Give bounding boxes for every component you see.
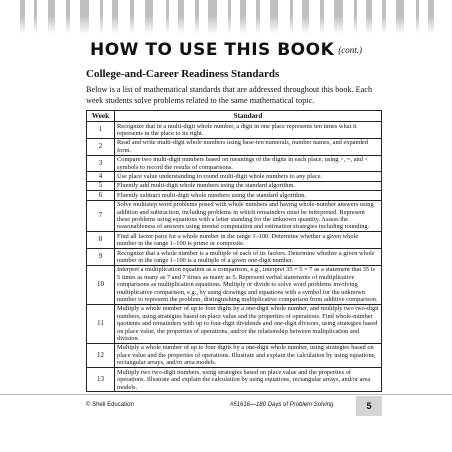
table-row — [87, 181, 382, 190]
standard-cell: Solve multistep word problems posed with whole numbers and having whole-number answers using addition and subtraction, including problems in which remainders must be interpreted. Represent these problems using equations with a letter standing for the unknown quantity. Assess the reasonableness of answers using mental computation and estimation strategies including rounding. — [115, 200, 382, 232]
week-cell: 6 — [87, 191, 115, 200]
table-row — [87, 304, 382, 343]
week-cell: 10 — [87, 265, 115, 304]
title-suffix: (cont.) — [338, 45, 362, 55]
week-cell: 4 — [87, 172, 115, 181]
standard-cell: Fluently add multi-digit whole numbers using the standard algorithm. — [115, 181, 382, 190]
standard-column-header: Standard — [115, 111, 382, 122]
week-cell: 2 — [87, 138, 115, 155]
table-row — [87, 232, 382, 249]
footer-divider — [0, 394, 452, 395]
intro-paragraph: Below is a list of mathematical standards that are addressed throughout this book. Each week students solve problems related to the same mathematical topic. — [86, 85, 373, 105]
week-cell: 12 — [87, 343, 115, 367]
week-cell: 5 — [87, 181, 115, 190]
week-column-header: Week — [87, 111, 115, 122]
standard-cell: Find all factor pairs for a whole number in the range 1–100. Determine whether a given whole number in the range 1–100 is prime or composite. — [115, 232, 382, 249]
table-row — [87, 138, 382, 155]
footer-book-title: #51616—180 Days of Problem Solving — [230, 402, 334, 408]
table-header-row — [87, 111, 382, 122]
week-cell: 7 — [87, 200, 115, 232]
standard-cell: Compare two multi-digit numbers based on meanings of the digits in each place, using >, =, and < symbols to record the results of comparisons. — [115, 155, 382, 172]
section-heading: College-and-Career Readiness Standards — [86, 68, 280, 80]
page-number: 5 — [356, 396, 382, 416]
standard-cell: Recognize that a whole number is a multiple of each of its factors. Determine whether a given whole number in the range 1–100 is a multiple of a given one-digit number. — [115, 249, 382, 266]
standard-cell: Interpret a multiplication equation as a comparison, e.g., interpret 35 = 5 × 7 as a statement that 35 is 5 times as many as 7 and 7 times as many as 5. Represent verbal statements of multiplicative comparisons as multiplication equations. Multiply or divide to solve word problems involving multiplicative comparison, e.g., by using drawings and equations with a symbol for the unknown number to represent the problem, distinguishing multiplicative comparison from additive comparison. — [115, 265, 382, 304]
week-cell: 9 — [87, 249, 115, 266]
table-row — [87, 155, 382, 172]
standard-cell: Multiply a whole number of up to four digits by a one-digit whole number, using strategies based on place value and the properties of operations. Illustrate and explain the calculation by using equations, rectangular arrays, and/or area models. — [115, 343, 382, 367]
table-row — [87, 172, 382, 181]
table-row — [87, 249, 382, 266]
standard-cell: Fluently subtract multi-digit whole numbers using the standard algorithm. — [115, 191, 382, 200]
standard-cell: Multiply a whole number of up to four digits by a one-digit whole number, and multiply two two-digit numbers, using strategies based on place value and the properties of operations. Find whole-number quotients and remainders with up to four-digit dividends and one-digit divisors, using strategies based on place value, the properties of operations, and/or the relationship between multiplication and division. — [115, 304, 382, 343]
footer-publisher: © Shell Education — [86, 402, 134, 408]
week-cell: 13 — [87, 368, 115, 392]
standard-cell: Multiply two two-digit numbers, using strategies based on place value and the properties of operations. Illustrate and explain the calculation by using equations, rectangular arrays, and/or area models. — [115, 368, 382, 392]
page-title: HOW TO USE THIS BOOK — [90, 40, 335, 60]
table-row — [87, 191, 382, 200]
week-cell: 1 — [87, 122, 115, 139]
standard-cell: Use place value understanding to round multi-digit whole numbers to any place. — [115, 172, 382, 181]
page-header — [0, 40, 452, 60]
table-row — [87, 265, 382, 304]
decorative-top-strip — [0, 0, 452, 34]
table-row — [87, 368, 382, 392]
week-cell: 3 — [87, 155, 115, 172]
standard-cell: Recognize that in a multi-digit whole number, a digit in one place represents ten times what it represents in the place to its right. — [115, 122, 382, 139]
table-row — [87, 122, 382, 139]
table-row — [87, 200, 382, 232]
table-row — [87, 343, 382, 367]
standards-table — [86, 110, 382, 392]
standard-cell: Read and write multi-digit whole numbers using base-ten numerals, number names, and expanded form. — [115, 138, 382, 155]
week-cell: 11 — [87, 304, 115, 343]
week-cell: 8 — [87, 232, 115, 249]
